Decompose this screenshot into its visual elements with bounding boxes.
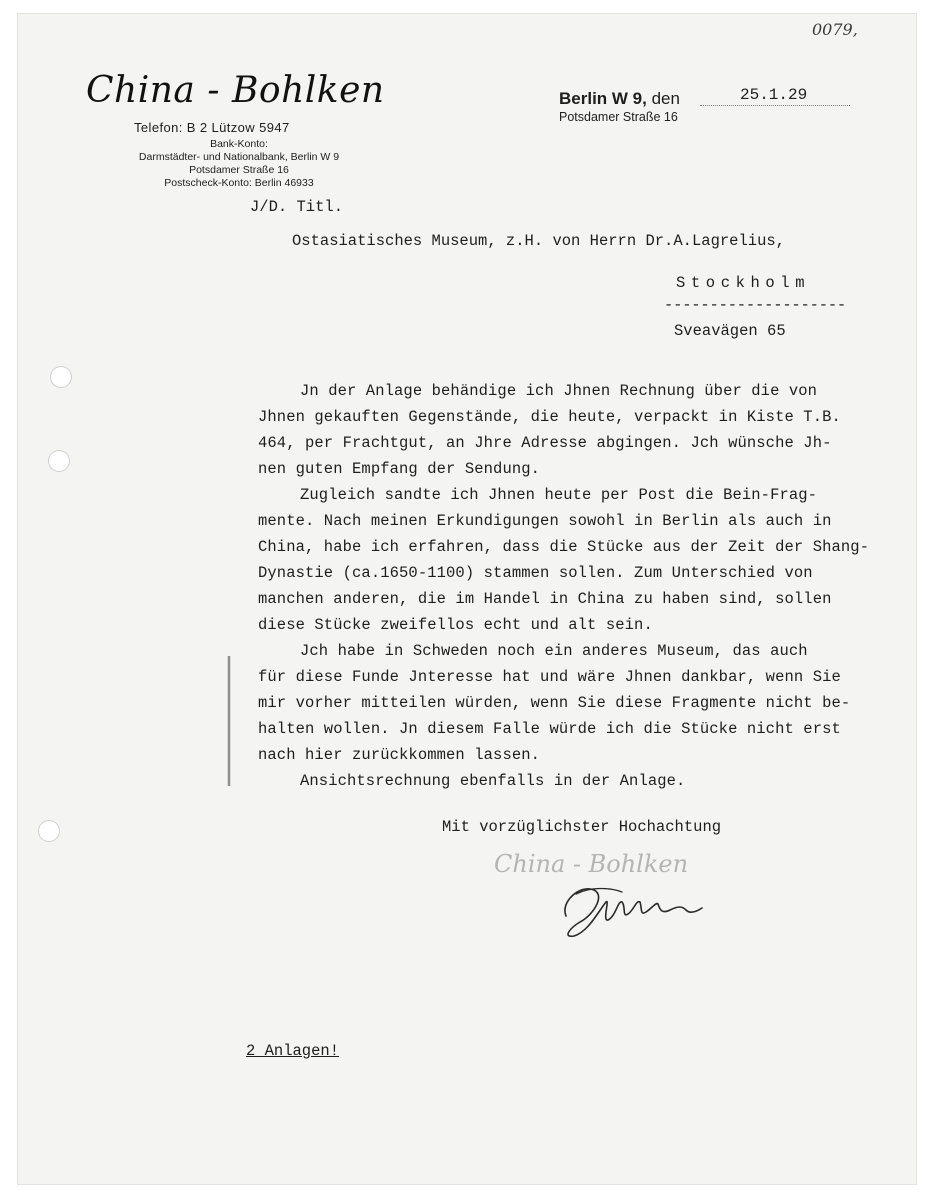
sender-city	[559, 89, 680, 109]
telefon-line: Telefon: B 2 Lützow 5947	[134, 120, 290, 135]
body-line: mir vorher mitteilen würden, wenn Sie diese Fragmente nicht be-	[258, 694, 851, 712]
city-den: den	[651, 89, 680, 108]
archive-number: 0079,	[812, 20, 858, 39]
body-line: Jn der Anlage behändige ich Jhnen Rechnung über die von	[300, 382, 818, 400]
letter-date: 25.1.29	[740, 86, 808, 104]
reference-line: J/D. Titl.	[250, 198, 344, 216]
body-line: diese Stücke zweifellos echt und alt sein.	[258, 616, 653, 634]
recipient-street: Sveavägen 65	[674, 322, 786, 340]
body-line: 464, per Frachtgut, an Jhre Adresse abgingen. Jch wünsche Jh-	[258, 434, 832, 452]
body-line: manchen anderen, die im Handel in China zu haben sind, sollen	[258, 590, 832, 608]
punch-hole	[50, 366, 72, 388]
recipient-line: Ostasiatisches Museum, z.H. von Herrn Dr.A.Lagrelius,	[292, 232, 785, 250]
enclosures-note: 2 Anlagen!	[246, 1042, 340, 1060]
handwritten-signature	[552, 872, 712, 942]
closing-phrase: Mit vorzüglichster Hochachtung	[442, 818, 722, 836]
recipient-city-underline: --------------------	[664, 296, 847, 314]
sender-street: Potsdamer Straße 16	[559, 110, 678, 124]
body-line: Ansichtsrechnung ebenfalls in der Anlage.	[300, 772, 686, 790]
recipient-city: Stockholm	[676, 274, 811, 292]
company-stamp: China - Bohlken	[494, 850, 689, 878]
body-line: nen guten Empfang der Sendung.	[258, 460, 541, 478]
body-line: halten wollen. Jn diesem Falle würde ich die Stücke nicht erst	[258, 720, 841, 738]
bank-details	[104, 138, 374, 190]
bank-line: Bank-Konto:	[210, 138, 268, 150]
letterhead-logo: China - Bohlken	[86, 70, 385, 111]
body-line: Dynastie (ca.1650-1100) stammen sollen. Zum Unterschied von	[258, 564, 813, 582]
body-line: mente. Nach meinen Erkundigungen sowohl in Berlin als auch in	[258, 512, 832, 530]
body-line: Jhnen gekauften Gegenstände, die heute, verpackt in Kiste T.B.	[258, 408, 841, 426]
body-line: Jch habe in Schweden noch ein anderes Museum, das auch	[300, 642, 808, 660]
punch-hole	[48, 450, 70, 472]
punch-hole	[38, 820, 60, 842]
body-line: Zugleich sandte ich Jhnen heute per Post die Bein-Frag-	[300, 486, 818, 504]
city-name: Berlin W 9,	[559, 89, 647, 108]
bank-line: Potsdamer Straße 16	[189, 164, 289, 176]
bank-line: Postscheck-Konto: Berlin 46933	[164, 177, 314, 189]
body-line: China, habe ich erfahren, dass die Stücke aus der Zeit der Shang-	[258, 538, 870, 556]
margin-pencil-mark	[226, 656, 232, 786]
body-line: nach hier zurückkommen lassen.	[258, 746, 541, 764]
body-line: für diese Funde Jnteresse hat und wäre Jhnen dankbar, wenn Sie	[258, 668, 841, 686]
bank-line: Darmstädter- und Nationalbank, Berlin W 9	[138, 151, 340, 163]
